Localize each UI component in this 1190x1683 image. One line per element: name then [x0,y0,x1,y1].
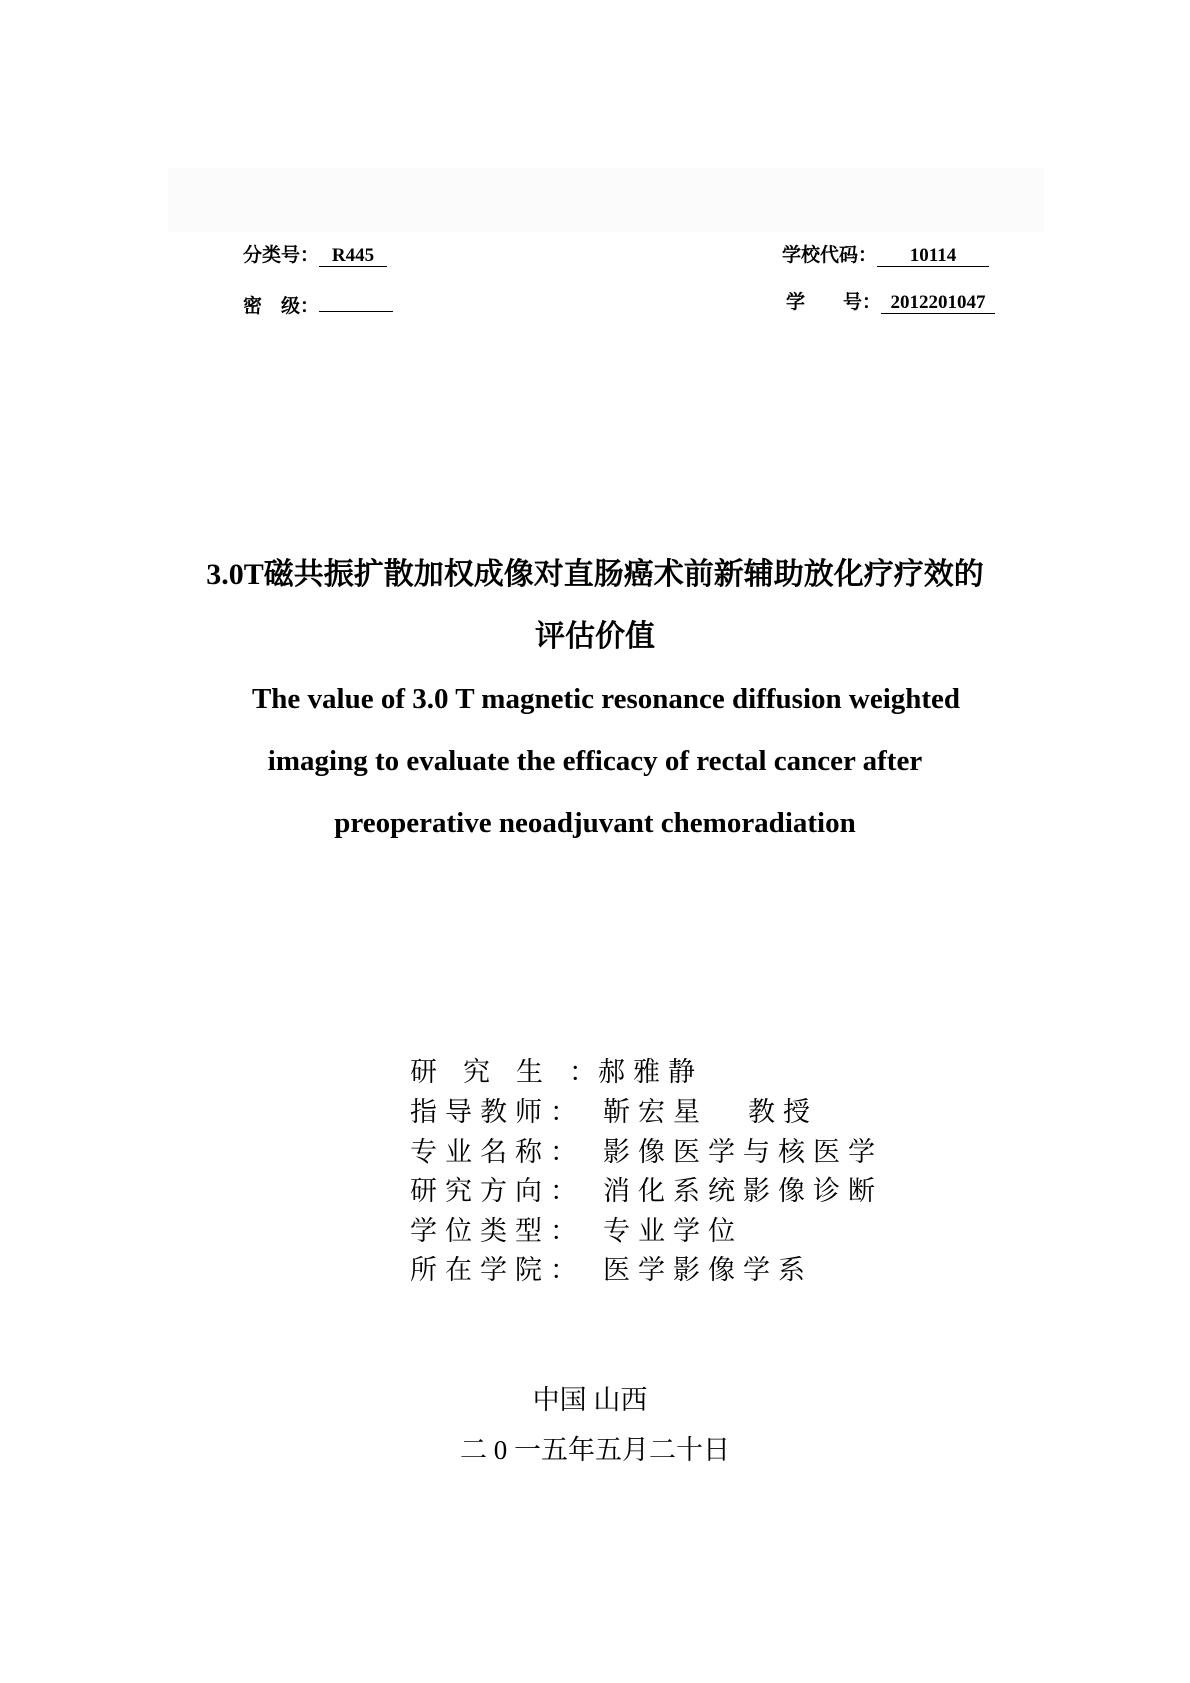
advisor-rank: 教授 [748,1097,818,1127]
student-id-label: 学 号： [786,292,882,313]
secrecy-level [243,291,393,319]
date: 二 0 一五年五月二十日 [460,1435,730,1465]
college-label: 所在学院： [410,1255,585,1285]
title-cn-line-2: 评估价值 [535,620,655,653]
school-code-label: 学校代码： [782,245,878,266]
student-name: 郝雅静 [598,1057,703,1087]
title-en-line-2: imaging to evaluate the efficacy of rectal cancer after [267,745,923,777]
major-label: 专业名称： [410,1137,585,1167]
classification-label: 分类号： [243,245,320,266]
advisor-label: 指导教师： [410,1097,585,1127]
major-value: 影像医学与核医学 [603,1137,883,1167]
secrecy-value [319,291,393,312]
header-band [168,168,1044,232]
advisor-name: 靳宏星 [603,1097,708,1127]
school-code-value: 10114 [877,246,989,267]
classification-value: R445 [319,246,387,267]
place: 中国 山西 [532,1385,648,1415]
title-en-line-1: The value of 3.0 T magnetic resonance diffusion weighted [251,683,961,715]
classification-number [243,244,387,268]
student-id [786,291,995,315]
college-value: 医学影像学系 [603,1255,813,1285]
direction-value: 消化系统影像诊断 [603,1176,883,1206]
advisor-value [603,1094,818,1130]
secrecy-label: 密 级： [243,296,320,317]
direction-label: 研究方向： [410,1176,585,1206]
student-id-value: 2012201047 [881,293,995,314]
title-en-line-3: preoperative neoadjuvant chemoradiation [334,807,856,839]
degree-type-label: 学位类型： [410,1216,585,1246]
student-label: 研究生： [410,1057,622,1087]
degree-type-value: 专业学位 [603,1216,743,1246]
title-cn-line-1: 3.0T磁共振扩散加权成像对直肠癌术前新辅助放化疗疗效的 [206,558,984,591]
school-code [782,244,989,268]
